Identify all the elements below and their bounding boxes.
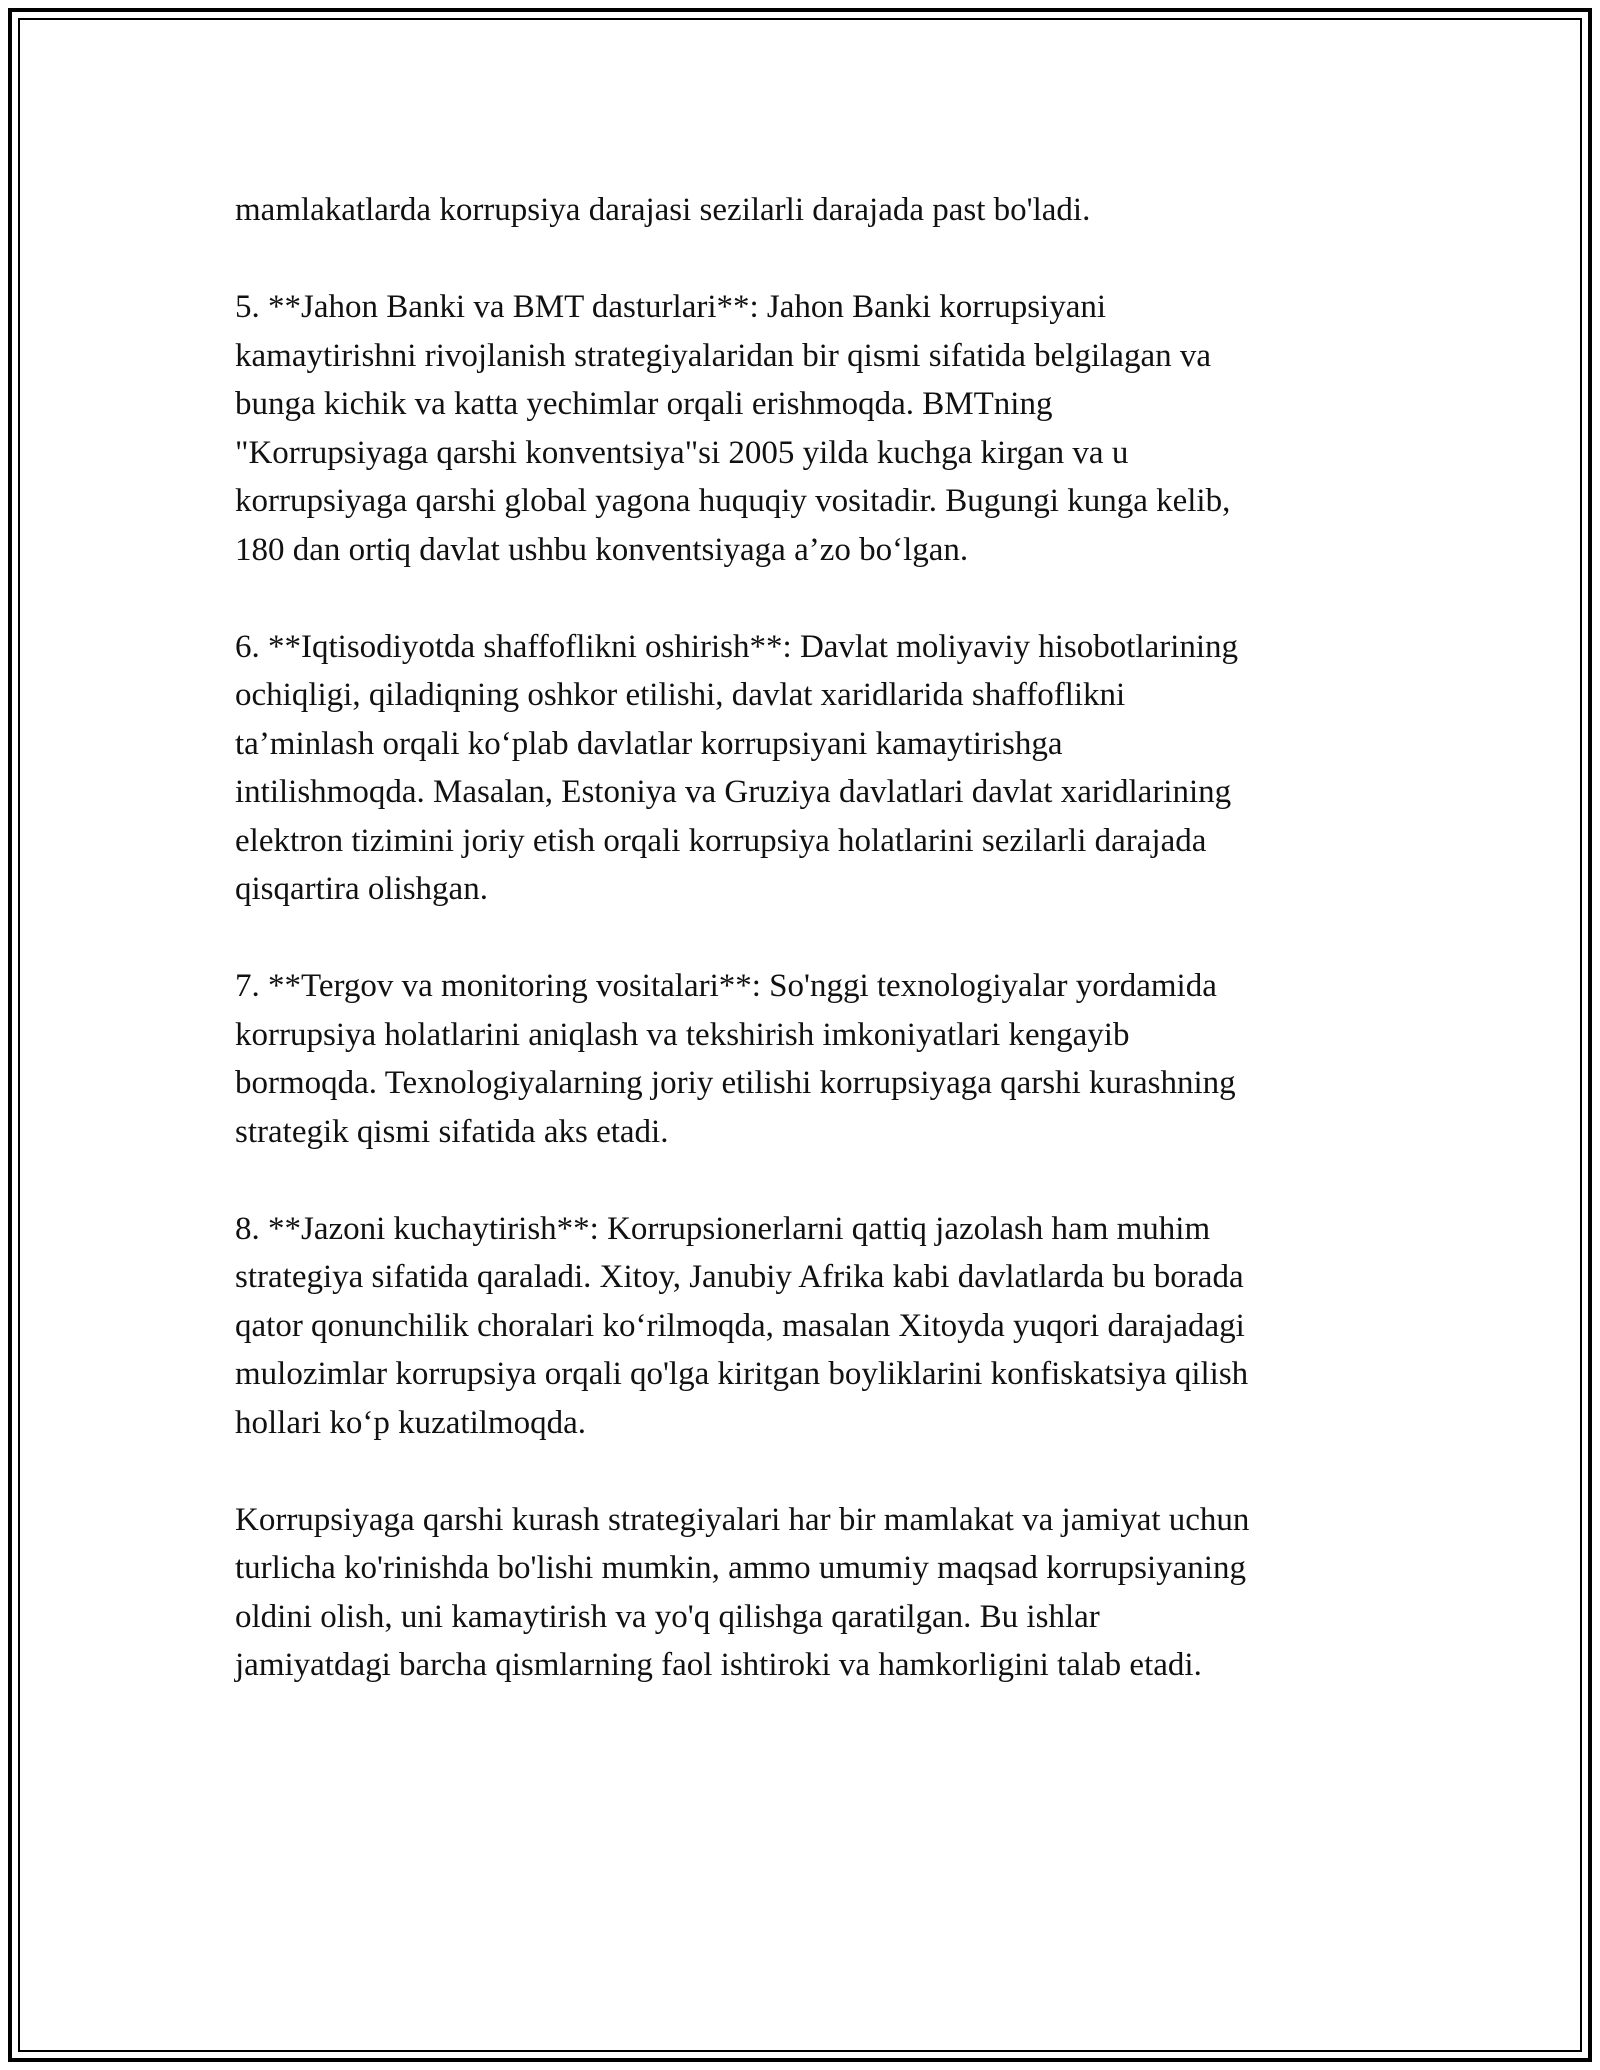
document-body <box>235 186 1365 1738</box>
paragraph-item-5-world-bank-un: 5. **Jahon Banki va BMT dasturlari**: Jahon Banki korrupsiyani kamaytirishni rivojlanish strategiyalaridan bir qismi sifatida belgilagan va bunga kichik va katta yechimlar orqali erishmoqda. BMTning "Korrupsiyaga qarshi konventsiya"si 2005 yilda kuchga kirgan va u korrupsiyaga qarshi global yagona huquqiy vositadir. Bugungi kunga kelib, 180 dan ortiq davlat ushbu konventsiyaga a’zo bo‘lgan. <box>235 289 1231 568</box>
paragraph-conclusion: Korrupsiyaga qarshi kurash strategiyalari har bir mamlakat va jamiyat uchun turlicha ko'rinishda bo'lishi mumkin, ammo umumiy maqsad korrupsiyaning oldini olish, uni kamaytirish va yo'q qilishga qaratilgan. Bu ishlar jamiyatdagi barcha qismlarning faol ishtiroki va hamkorligini talab etadi. <box>235 1501 1250 1683</box>
paragraph-intro-continuation: mamlakatlarda korrupsiya darajasi sezilarli darajada past bo'ladi. <box>235 192 1091 228</box>
paragraph-item-6-economic-transparency: 6. **Iqtisodiyotda shaffoflikni oshirish**: Davlat moliyaviy hisobotlarining ochiqligi, qiladiqning oshkor etilishi, davlat xaridlarida shaffoflikni ta’minlash orqali ko‘plab davlatlar korrupsiyani kamaytirishga intilishmoqda. Masalan, Estoniya va Gruziya davlatlari davlat xaridlarining elektron tizimini joriy etish orqali korrupsiya holatlarini sezilarli darajada qisqartira olishgan. <box>235 628 1239 907</box>
paragraph-item-7-investigation-monitoring: 7. **Tergov va monitoring vositalari**: So'nggi texnologiyalar yordamida korrupsiya holatlarini aniqlash va tekshirish imkoniyatlari kengayib bormoqda. Texnologiyalarning joriy etilishi korrupsiyaga qarshi kurashning strategik qismi sifatida aks etadi. <box>235 968 1236 1150</box>
paragraph-item-8-stronger-punishment: 8. **Jazoni kuchaytirish**: Korrupsionerlarni qattiq jazolash ham muhim strategiya sifatida qaraladi. Xitoy, Janubiy Afrika kabi davlatlarda bu borada qator qonunchilik choralari ko‘rilmoqda, masalan Xitoyda yuqori darajadagi mulozimlar korrupsiya orqali qo'lga kiritgan boyliklarini konfiskatsiya qilish hollari ko‘p kuzatilmoqda. <box>235 1210 1249 1441</box>
